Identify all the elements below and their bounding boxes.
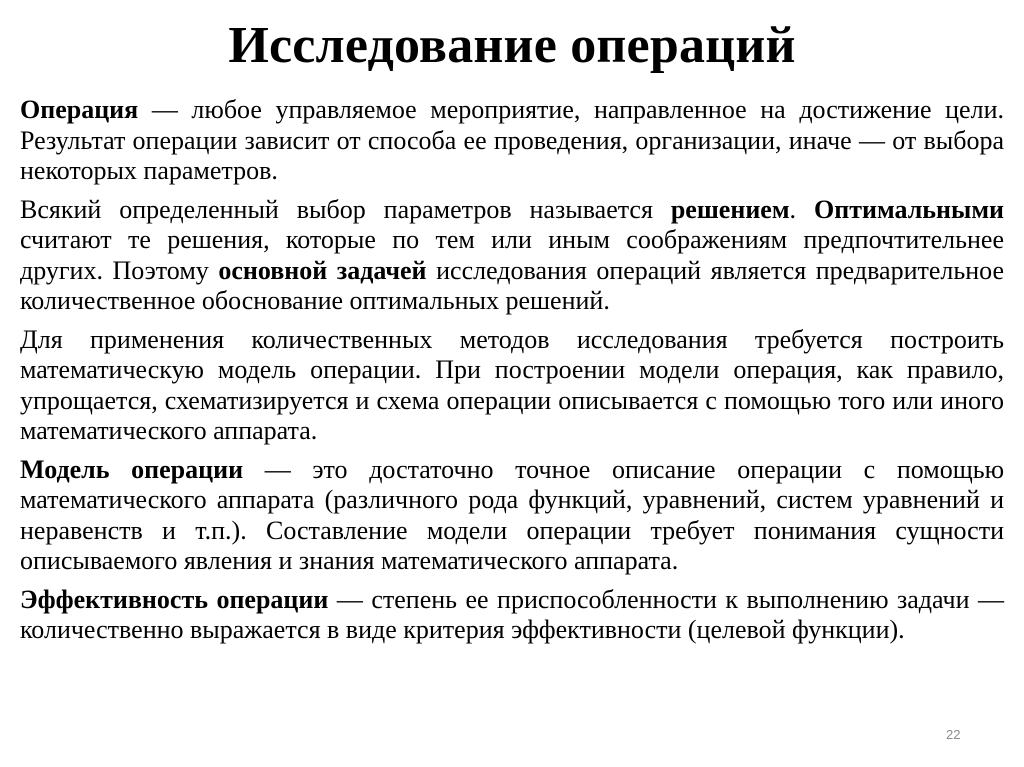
slide-title: Исследование операций: [228, 17, 796, 74]
paragraph-decision: [20, 195, 1004, 317]
paragraph-text: считают те решения, которые по тем или иным соображениям предпочтительнее других. Поэтому: [20, 225, 1004, 285]
paragraph-text: — степень ее приспособленности к выполнению задачи — количественно выражается в виде критерия эффективности (целевой функции).: [20, 584, 1004, 644]
paragraph-text: — любое управляемое мероприятие, направленное на достижение цели. Результат операции зависит от способа ее проведения, организации, иначе — от выбора некоторых параметров.: [20, 95, 1004, 185]
paragraph-text: Для применения количественных методов исследования требуется построить математическую модель операции. При построении модели операция, как правило, упрощается, схематизируется и схема операции описывается с помощью того или иного математического аппарата.: [20, 324, 1004, 445]
page-number: 22: [946, 727, 961, 742]
paragraph-text: .: [789, 194, 814, 224]
paragraph-operation-model: [20, 455, 1004, 577]
paragraph-operation: [20, 95, 1004, 187]
slide-body: [20, 95, 1004, 654]
term-main-task: основной задачей: [218, 255, 427, 285]
term-decision: решением: [670, 194, 790, 224]
term-operation: Операция: [20, 95, 139, 124]
paragraph-text: Всякий определенный выбор параметров называется: [20, 194, 671, 224]
term-operation-model: Модель операции: [20, 454, 244, 484]
paragraph-text: — это достаточно точное описание операции с помощью математического аппарата (различного рода функций, уравнений, систем уравнений и неравенств и т.п.). Составление модели операции требует понимания сущности описываемого явления и знания математического аппарата.: [20, 454, 1005, 575]
paragraph-text: исследования операций является предварительное количественное обоснование оптимальных решений.: [20, 255, 1005, 315]
paragraph-model-building: [20, 325, 1004, 447]
term-optimal: Оптимальными: [813, 194, 1005, 224]
paragraph-efficiency: [20, 585, 1004, 646]
term-efficiency: Эффективность операции: [20, 584, 329, 614]
